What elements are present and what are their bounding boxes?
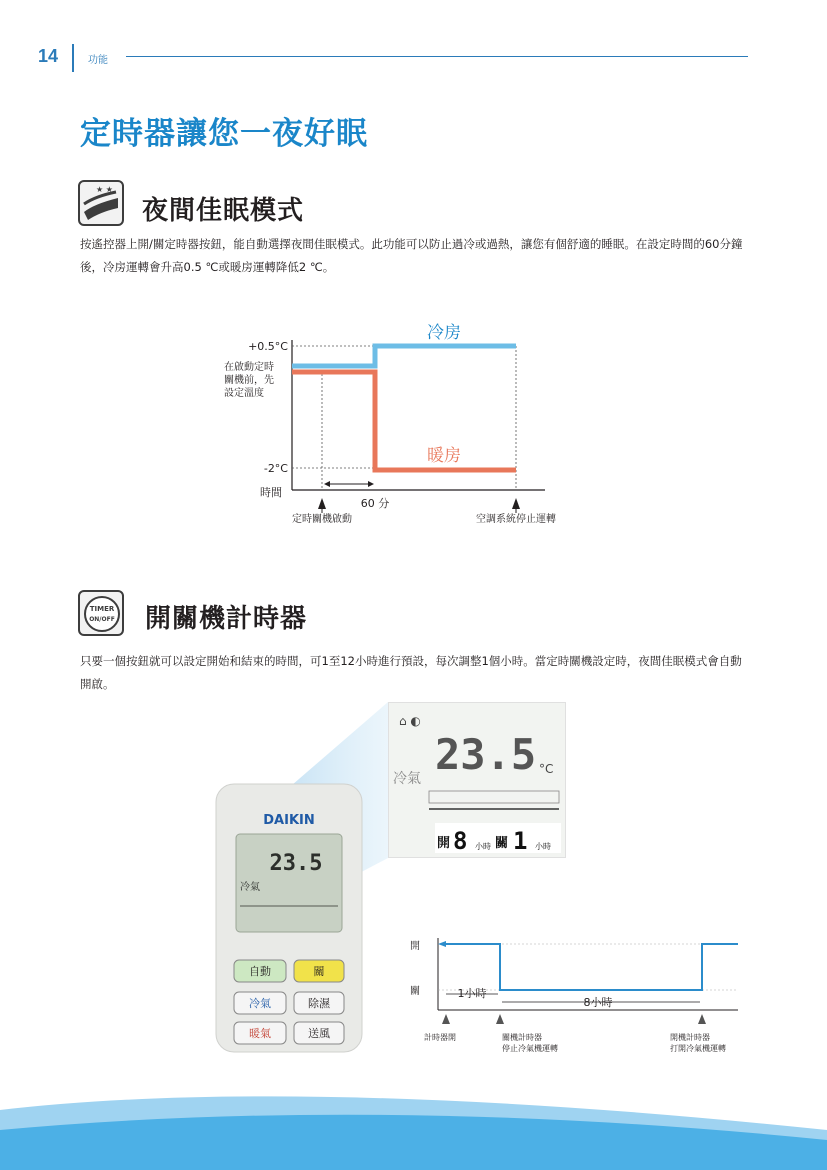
event-start-marker: [318, 498, 326, 509]
timer-event-2b: 停止冷氣機運轉: [502, 1044, 558, 1053]
header-section-label: 功能: [88, 55, 108, 66]
y-tick-top: +0.5°C: [248, 340, 288, 353]
timer-chart: [398, 930, 748, 1060]
timer-event-1: 計時器開: [424, 1033, 456, 1042]
series-cool-label: 冷房: [427, 323, 461, 343]
zoom-on-label: 開: [437, 836, 451, 851]
night-mode-description: 按遙控器上開/關定時器按鈕，能自動選擇夜間佳眠模式。此功能可以防止過冷或過熱，讓您有個舒適的睡眠。在設定時間的60分鐘後，冷房運轉會升高0.5 ℃或暖房運轉降低2 ℃。: [80, 237, 743, 274]
zoom-display-unit: °C: [539, 762, 554, 776]
svg-text:★ ★: ★ ★: [96, 185, 113, 194]
zoom-on-unit: 小時: [475, 842, 491, 851]
remote-button-dry: 除濕: [308, 997, 330, 1010]
page-number: 14: [38, 46, 59, 66]
series-cool-line: [292, 346, 516, 366]
zoom-off-hours: 1: [513, 827, 528, 855]
interval-label: 60 分: [360, 497, 390, 510]
zoomed-display: [388, 702, 566, 858]
remote-button-off: 關: [313, 965, 325, 978]
timer-icon: [78, 590, 124, 636]
y-label-line2: 關機前，先: [224, 375, 274, 386]
footer-wave: [0, 1075, 827, 1170]
event-start-label: 定時關機啟動: [292, 514, 352, 525]
section-title-night-mode: 夜間佳眠模式: [142, 196, 305, 226]
zoom-on-hours: 8: [453, 827, 468, 855]
remote-display-mode: 冷氣: [240, 882, 260, 893]
y-label-line1: 在啟動定時: [224, 362, 274, 373]
remote-button-cool: 冷氣: [249, 997, 271, 1010]
header-divider: [72, 44, 74, 72]
remote-brand: DAIKIN: [263, 813, 315, 828]
y-label-line3: 設定溫度: [224, 388, 264, 399]
timer-description: 只要一個按鈕就可以設定開始和結束的時間，可1至12小時進行預設，每次調整1個小時。當定時關機設定時，夜間佳眠模式會自動開啟。: [80, 654, 742, 691]
section-title-timer: 開關機計時器: [145, 604, 308, 634]
timer-event-2a: 關機計時器: [502, 1033, 542, 1042]
series-heat-line: [292, 372, 516, 470]
timer-y-off: 關: [410, 986, 420, 997]
zoom-display-temp: 23.5: [435, 730, 537, 779]
header-rule: [126, 56, 748, 57]
timer-event-3b: 打開冷氣機運轉: [670, 1044, 726, 1053]
timer-icon-text2: ON/OFF: [89, 616, 115, 623]
remote-button-auto: 自動: [249, 965, 271, 978]
night-mode-chart: [220, 318, 580, 533]
zoom-off-unit: 小時: [535, 842, 551, 851]
remote-button-fan: 送風: [308, 1027, 330, 1040]
timer-line: [442, 944, 738, 990]
event-end-marker: [512, 498, 520, 509]
event-end-label: 空調系統停止運轉: [476, 514, 556, 525]
svg-text:⌂ ◐: ⌂ ◐: [399, 714, 421, 728]
page-header: [38, 44, 750, 74]
remote-display-temp: 23.5: [269, 851, 323, 876]
timer-segment-2: 8小時: [583, 996, 613, 1009]
y-tick-bottom: -2°C: [263, 462, 288, 475]
remote-button-heat: 暖氣: [249, 1027, 271, 1040]
series-heat-label: 暖房: [427, 446, 461, 466]
timer-icon-text1: TIMER: [89, 605, 115, 613]
timer-event-3a: 開機計時器: [670, 1033, 710, 1042]
zoom-display-mode: 冷氣: [393, 771, 421, 787]
timer-y-on: 開: [410, 941, 420, 952]
page-title: 定時器讓您一夜好眠: [80, 116, 368, 152]
x-axis-label: 時間: [260, 486, 282, 499]
timer-segment-1: 1小時: [457, 987, 487, 1000]
night-mode-icon: [78, 180, 124, 226]
zoom-off-label: 關: [495, 836, 509, 851]
remote-control: [214, 782, 364, 1054]
